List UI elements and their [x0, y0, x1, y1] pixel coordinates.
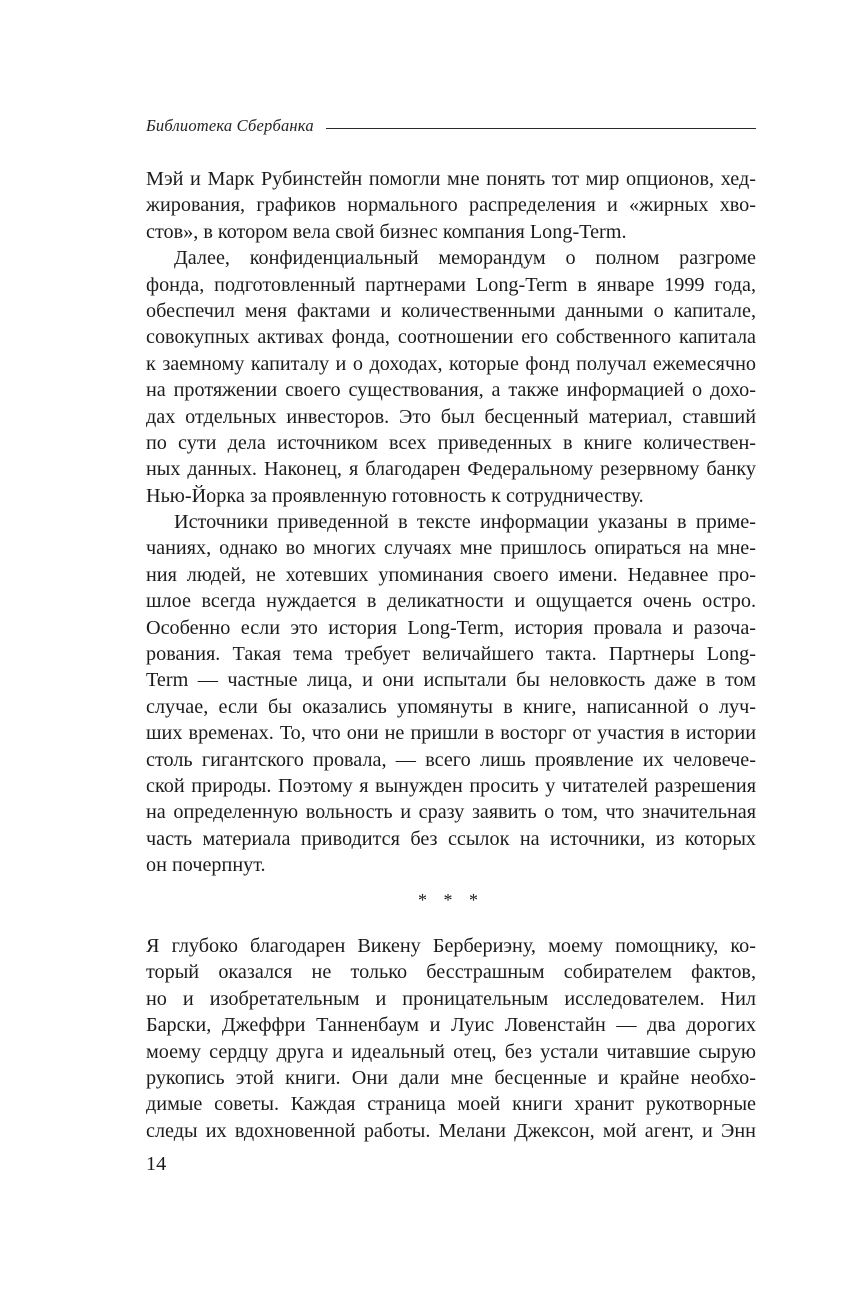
text-line: моему сердцу друга и идеальный отец, без устали читавшие сырую: [146, 1040, 756, 1063]
section-divider: * * *: [418, 889, 484, 910]
text-line: к заемному капиталу и о доходах, которые фонд получал ежемесячно: [146, 352, 756, 375]
text-line: обеспечил меня фактами и количественными данными о капитале,: [146, 299, 756, 322]
text-line: ской природы. Поэтому я вынужден просить у читателей разрешения: [146, 774, 756, 797]
text-line: жирования, графиков нормального распределения и «жирных хво-: [146, 194, 756, 217]
text-line: чаниях, однако во многих случаях мне пришлось опираться на мне-: [146, 537, 756, 560]
running-header: [146, 116, 756, 136]
text-line: часть материала приводится без ссылок на источники, из которых: [146, 827, 756, 850]
text-line: случае, если бы оказались упомянуты в книге, написанной о луч-: [146, 695, 756, 718]
text-line: по сути дела источником всех приведенных в книге количествен-: [146, 431, 756, 454]
text-line: столь гигантского провала, — всего лишь проявление их человече-: [146, 748, 756, 771]
page-number: 14: [146, 1153, 167, 1175]
paragraph-4: [146, 933, 756, 1144]
running-header-title: Библиотека Сбербанка: [146, 116, 314, 135]
text-line: Источники приведенной в тексте информации указаны в приме-: [174, 511, 756, 534]
text-line: но и изобретательным и проницательным исследователем. Нил: [146, 987, 756, 1010]
text-line: фонда, подготовленный партнерами Long-Term в январе 1999 года,: [146, 273, 756, 296]
text-line: Особенно если это история Long-Term, история провала и разоча-: [146, 616, 756, 639]
text-line: рукопись этой книги. Они дали мне бесценные и крайне необхо-: [146, 1066, 756, 1089]
paragraph-1: [146, 166, 756, 245]
body-text: [146, 166, 756, 1144]
text-line: Далее, конфиденциальный меморандум о полном разгроме: [174, 247, 756, 270]
text-line: Нью-Йорка за проявленную готовность к сотрудничеству.: [146, 484, 644, 507]
text-line: торый оказался не только бесстрашным собирателем фактов,: [146, 961, 756, 984]
text-line: Барски, Джеффри Танненбаум и Луис Ловенстайн — два дорогих: [146, 1014, 756, 1037]
text-line: ния людей, не хотевших упоминания своего имени. Недавнее про-: [146, 563, 756, 586]
text-line: ных данных. Наконец, я благодарен Федеральному резервному банку: [146, 458, 756, 481]
text-line: Мэй и Марк Рубинстейн помогли мне понять тот мир опционов, хед-: [146, 168, 756, 190]
paragraph-2: [146, 245, 756, 509]
text-line: дах отдельных инвесторов. Это был бесценный материал, ставший: [146, 405, 756, 428]
text-line: стов», в котором вела свой бизнес компания Long-Term.: [146, 220, 627, 243]
header-rule: [326, 128, 756, 129]
text-line: на определенную вольность и сразу заявить о том, что значительная: [146, 801, 756, 824]
text-line: следы их вдохновенной работы. Мелани Джексон, мой агент, и Энн: [146, 1119, 756, 1142]
paragraph-3: [146, 509, 756, 878]
text-line: Я глубоко благодарен Викену Бербериэну, моему помощнику, ко-: [146, 934, 756, 957]
text-line: ших временах. То, что они не пришли в восторг от участия в истории: [146, 722, 756, 745]
text-line: совокупных активах фонда, соотношении его собственного капитала: [146, 326, 756, 349]
text-line: он почерпнут.: [146, 854, 266, 877]
text-line: рования. Такая тема требует величайшего такта. Партнеры Long-: [146, 643, 756, 666]
text-line: на протяжении своего существования, а также информацией о дохо-: [146, 379, 756, 402]
text-line: шлое всегда нуждается в деликатности и ощущается очень остро.: [146, 590, 756, 613]
text-line: димые советы. Каждая страница моей книги хранит рукотворные: [146, 1093, 756, 1116]
text-line: Term — частные лица, и они испытали бы неловкость даже в том: [146, 669, 756, 692]
